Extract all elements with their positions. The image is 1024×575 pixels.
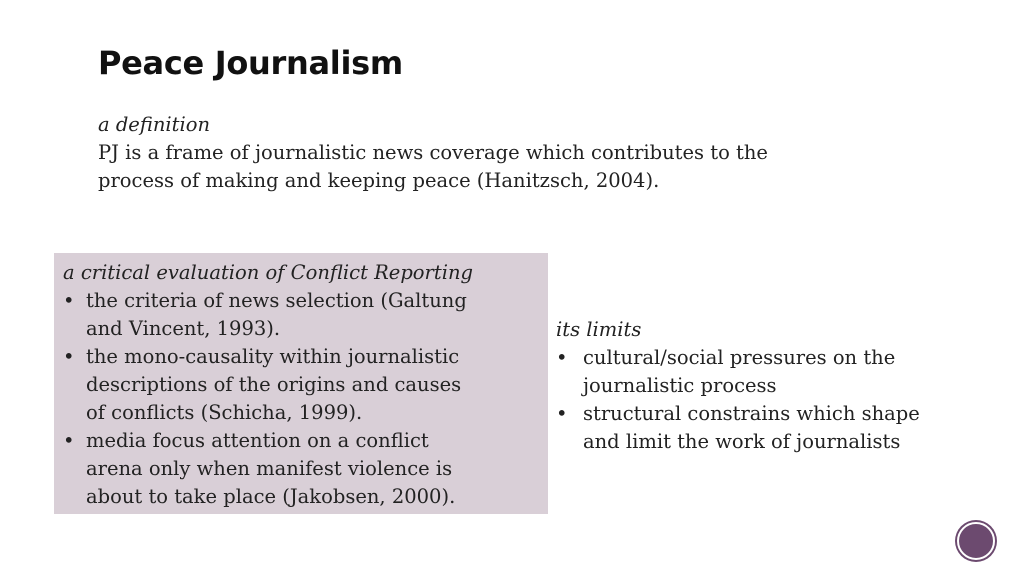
definition-heading: a definition <box>98 113 211 136</box>
bullet-icon: • <box>63 429 75 452</box>
limits-item-line: cultural/social pressures on the <box>583 346 896 369</box>
limits-item <box>556 400 996 456</box>
limits-heading: its limits <box>556 318 642 341</box>
evaluation-heading: a critical evaluation of Conflict Reporting <box>63 261 473 284</box>
evaluation-item-line: the criteria of news selection (Galtung <box>86 289 467 312</box>
limits-block <box>556 316 996 456</box>
definition-block <box>98 111 958 195</box>
evaluation-item-line: the mono-causality within journalistic <box>86 345 460 368</box>
evaluation-box <box>54 253 548 514</box>
slide-title: Peace Journalism <box>98 44 403 82</box>
limits-item-line: journalistic process <box>583 374 777 397</box>
limits-item <box>556 344 996 400</box>
evaluation-item-line: and Vincent, 1993). <box>86 317 281 340</box>
evaluation-item <box>63 343 548 427</box>
bullet-icon: • <box>556 402 568 425</box>
evaluation-item-line: arena only when manifest violence is <box>86 457 453 480</box>
evaluation-item-line: descriptions of the origins and causes <box>86 373 462 396</box>
definition-line-2: process of making and keeping peace (Hanitzsch, 2004). <box>98 169 660 192</box>
evaluation-item-line: media focus attention on a conflict <box>86 429 429 452</box>
definition-line-1: PJ is a frame of journalistic news coverage which contributes to the <box>98 141 768 164</box>
bullet-icon: • <box>63 345 75 368</box>
evaluation-list <box>63 287 548 511</box>
limits-item-line: and limit the work of journalists <box>583 430 901 453</box>
bullet-icon: • <box>556 346 568 369</box>
evaluation-item-line: about to take place (Jakobsen, 2000). <box>86 485 456 508</box>
page-number-badge <box>957 522 995 560</box>
bullet-icon: • <box>63 289 75 312</box>
evaluation-item <box>63 287 548 343</box>
limits-item-line: structural constrains which shape <box>583 402 920 425</box>
limits-list <box>556 344 996 456</box>
evaluation-item <box>63 427 548 511</box>
evaluation-item-line: of conflicts (Schicha, 1999). <box>86 401 363 424</box>
